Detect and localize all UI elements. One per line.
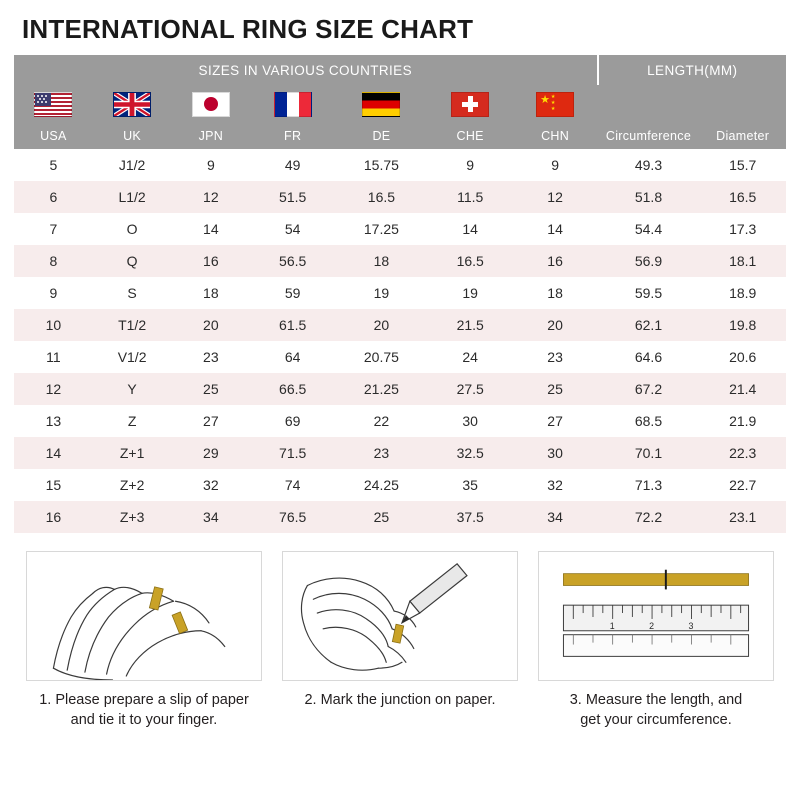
column-header-uk: UK xyxy=(93,123,172,149)
step-2-caption xyxy=(304,690,495,710)
flag-cell-france xyxy=(250,85,335,123)
table-row xyxy=(14,245,786,277)
flag-cell-switzerland xyxy=(428,85,513,123)
cell-de: 17.25 xyxy=(335,213,428,245)
cell-jpn: 14 xyxy=(171,213,250,245)
flag-france-icon xyxy=(274,92,312,117)
cell-de: 19 xyxy=(335,277,428,309)
table-body xyxy=(14,149,786,533)
cell-de: 25 xyxy=(335,501,428,533)
cell-de: 22 xyxy=(335,405,428,437)
column-header-chn: CHN xyxy=(513,123,598,149)
cell-diameter: 22.3 xyxy=(699,437,786,469)
flag-germany-icon xyxy=(362,92,400,117)
cell-diameter: 15.7 xyxy=(699,149,786,181)
cell-jpn: 29 xyxy=(171,437,250,469)
cell-chn: 14 xyxy=(513,213,598,245)
cell-diameter: 22.7 xyxy=(699,469,786,501)
flag-japan-icon xyxy=(192,92,230,117)
cell-fr: 64 xyxy=(250,341,335,373)
cell-jpn: 23 xyxy=(171,341,250,373)
cell-de: 20 xyxy=(335,309,428,341)
step-1-line1: 1. Please prepare a slip of paper xyxy=(39,692,249,708)
table-row xyxy=(14,405,786,437)
cell-diameter: 16.5 xyxy=(699,181,786,213)
cell-uk: V1/2 xyxy=(93,341,172,373)
column-header-de: DE xyxy=(335,123,428,149)
cell-chn: 27 xyxy=(513,405,598,437)
table-group-header-row xyxy=(14,55,786,85)
table-row xyxy=(14,469,786,501)
cell-fr: 51.5 xyxy=(250,181,335,213)
cell-uk: L1/2 xyxy=(93,181,172,213)
cell-uk: Z xyxy=(93,405,172,437)
cell-diameter: 20.6 xyxy=(699,341,786,373)
cell-uk: Q xyxy=(93,245,172,277)
cell-che: 27.5 xyxy=(428,373,513,405)
cell-de: 23 xyxy=(335,437,428,469)
flag-cell-spacer-diameter xyxy=(699,85,786,123)
cell-fr: 56.5 xyxy=(250,245,335,277)
cell-jpn: 16 xyxy=(171,245,250,277)
step-2 xyxy=(282,551,518,730)
cell-de: 20.75 xyxy=(335,341,428,373)
cell-che: 9 xyxy=(428,149,513,181)
cell-circumference: 71.3 xyxy=(598,469,700,501)
cell-uk: S xyxy=(93,277,172,309)
cell-che: 30 xyxy=(428,405,513,437)
cell-chn: 34 xyxy=(513,501,598,533)
cell-usa: 15 xyxy=(14,469,93,501)
cell-jpn: 20 xyxy=(171,309,250,341)
cell-chn: 25 xyxy=(513,373,598,405)
cell-jpn: 18 xyxy=(171,277,250,309)
ring-size-table xyxy=(14,55,786,533)
svg-text:3: 3 xyxy=(688,620,694,631)
group-header-length: LENGTH(MM) xyxy=(598,55,786,85)
cell-jpn: 25 xyxy=(171,373,250,405)
cell-chn: 20 xyxy=(513,309,598,341)
column-header-jpn: JPN xyxy=(171,123,250,149)
ruler-measuring-icon xyxy=(538,551,774,681)
step-2-line1: 2. Mark the junction on paper. xyxy=(304,692,496,708)
cell-circumference: 64.6 xyxy=(598,341,700,373)
flag-cell-china xyxy=(513,85,598,123)
cell-fr: 69 xyxy=(250,405,335,437)
svg-text:2: 2 xyxy=(649,620,655,631)
cell-diameter: 17.3 xyxy=(699,213,786,245)
table-row xyxy=(14,213,786,245)
cell-jpn: 34 xyxy=(171,501,250,533)
table-row xyxy=(14,181,786,213)
cell-uk: Z+1 xyxy=(93,437,172,469)
cell-che: 24 xyxy=(428,341,513,373)
cell-usa: 5 xyxy=(14,149,93,181)
flag-china-icon xyxy=(536,92,574,117)
cell-uk: O xyxy=(93,213,172,245)
cell-chn: 9 xyxy=(513,149,598,181)
cell-che: 14 xyxy=(428,213,513,245)
cell-uk: J1/2 xyxy=(93,149,172,181)
flag-switzerland-icon xyxy=(451,92,489,117)
flag-cell-spacer-circumference xyxy=(598,85,700,123)
cell-uk: Z+2 xyxy=(93,469,172,501)
cell-che: 35 xyxy=(428,469,513,501)
flag-usa-icon xyxy=(34,92,72,117)
cell-fr: 74 xyxy=(250,469,335,501)
flag-uk-icon xyxy=(113,92,151,117)
cell-fr: 76.5 xyxy=(250,501,335,533)
cell-uk: T1/2 xyxy=(93,309,172,341)
column-header-usa: USA xyxy=(14,123,93,149)
table-row xyxy=(14,309,786,341)
group-header-countries: SIZES IN VARIOUS COUNTRIES xyxy=(14,55,598,85)
cell-circumference: 49.3 xyxy=(598,149,700,181)
cell-chn: 16 xyxy=(513,245,598,277)
cell-de: 15.75 xyxy=(335,149,428,181)
cell-che: 21.5 xyxy=(428,309,513,341)
flag-cell-japan xyxy=(171,85,250,123)
step-3 xyxy=(538,551,774,730)
cell-usa: 16 xyxy=(14,501,93,533)
cell-fr: 59 xyxy=(250,277,335,309)
cell-usa: 12 xyxy=(14,373,93,405)
cell-chn: 30 xyxy=(513,437,598,469)
cell-de: 21.25 xyxy=(335,373,428,405)
cell-jpn: 12 xyxy=(171,181,250,213)
cell-chn: 32 xyxy=(513,469,598,501)
cell-che: 16.5 xyxy=(428,245,513,277)
cell-de: 18 xyxy=(335,245,428,277)
cell-diameter: 19.8 xyxy=(699,309,786,341)
hand-marking-pen-icon xyxy=(282,551,518,681)
column-header-fr: FR xyxy=(250,123,335,149)
cell-usa: 8 xyxy=(14,245,93,277)
cell-circumference: 68.5 xyxy=(598,405,700,437)
flag-cell-germany xyxy=(335,85,428,123)
cell-chn: 23 xyxy=(513,341,598,373)
cell-usa: 7 xyxy=(14,213,93,245)
cell-uk: Z+3 xyxy=(93,501,172,533)
table-row xyxy=(14,501,786,533)
table-row xyxy=(14,277,786,309)
cell-usa: 11 xyxy=(14,341,93,373)
cell-diameter: 21.4 xyxy=(699,373,786,405)
cell-che: 19 xyxy=(428,277,513,309)
cell-circumference: 51.8 xyxy=(598,181,700,213)
column-header-diameter: Diameter xyxy=(699,123,786,149)
cell-diameter: 18.1 xyxy=(699,245,786,277)
cell-circumference: 54.4 xyxy=(598,213,700,245)
step-3-caption xyxy=(570,690,743,730)
svg-text:1: 1 xyxy=(609,620,615,631)
flag-cell-uk xyxy=(93,85,172,123)
cell-fr: 71.5 xyxy=(250,437,335,469)
step-1 xyxy=(26,551,262,730)
cell-uk: Y xyxy=(93,373,172,405)
step-3-line2: get your circumference. xyxy=(580,712,732,728)
cell-diameter: 18.9 xyxy=(699,277,786,309)
step-1-line2: and tie it to your finger. xyxy=(70,712,218,728)
cell-chn: 12 xyxy=(513,181,598,213)
table-row xyxy=(14,373,786,405)
cell-che: 11.5 xyxy=(428,181,513,213)
instruction-steps xyxy=(26,551,774,730)
cell-circumference: 56.9 xyxy=(598,245,700,277)
cell-diameter: 23.1 xyxy=(699,501,786,533)
table-column-label-row xyxy=(14,123,786,149)
flag-cell-usa xyxy=(14,85,93,123)
cell-circumference: 72.2 xyxy=(598,501,700,533)
cell-circumference: 67.2 xyxy=(598,373,700,405)
cell-circumference: 59.5 xyxy=(598,277,700,309)
cell-jpn: 27 xyxy=(171,405,250,437)
table-row xyxy=(14,341,786,373)
cell-usa: 9 xyxy=(14,277,93,309)
cell-usa: 14 xyxy=(14,437,93,469)
cell-fr: 49 xyxy=(250,149,335,181)
cell-che: 37.5 xyxy=(428,501,513,533)
cell-usa: 10 xyxy=(14,309,93,341)
cell-circumference: 62.1 xyxy=(598,309,700,341)
cell-de: 16.5 xyxy=(335,181,428,213)
cell-usa: 13 xyxy=(14,405,93,437)
cell-fr: 54 xyxy=(250,213,335,245)
column-header-circumference: Circumference xyxy=(598,123,700,149)
step-3-line1: 3. Measure the length, and xyxy=(569,692,743,708)
step-1-caption xyxy=(39,690,249,730)
table-flag-row xyxy=(14,85,786,123)
cell-fr: 61.5 xyxy=(250,309,335,341)
hand-with-paper-strip-icon xyxy=(26,551,262,681)
column-header-che: CHE xyxy=(428,123,513,149)
cell-de: 24.25 xyxy=(335,469,428,501)
cell-jpn: 9 xyxy=(171,149,250,181)
cell-jpn: 32 xyxy=(171,469,250,501)
cell-fr: 66.5 xyxy=(250,373,335,405)
cell-circumference: 70.1 xyxy=(598,437,700,469)
cell-diameter: 21.9 xyxy=(699,405,786,437)
cell-chn: 18 xyxy=(513,277,598,309)
table-row xyxy=(14,149,786,181)
page-title: INTERNATIONAL RING SIZE CHART xyxy=(22,14,474,44)
cell-che: 32.5 xyxy=(428,437,513,469)
table-row xyxy=(14,437,786,469)
cell-usa: 6 xyxy=(14,181,93,213)
